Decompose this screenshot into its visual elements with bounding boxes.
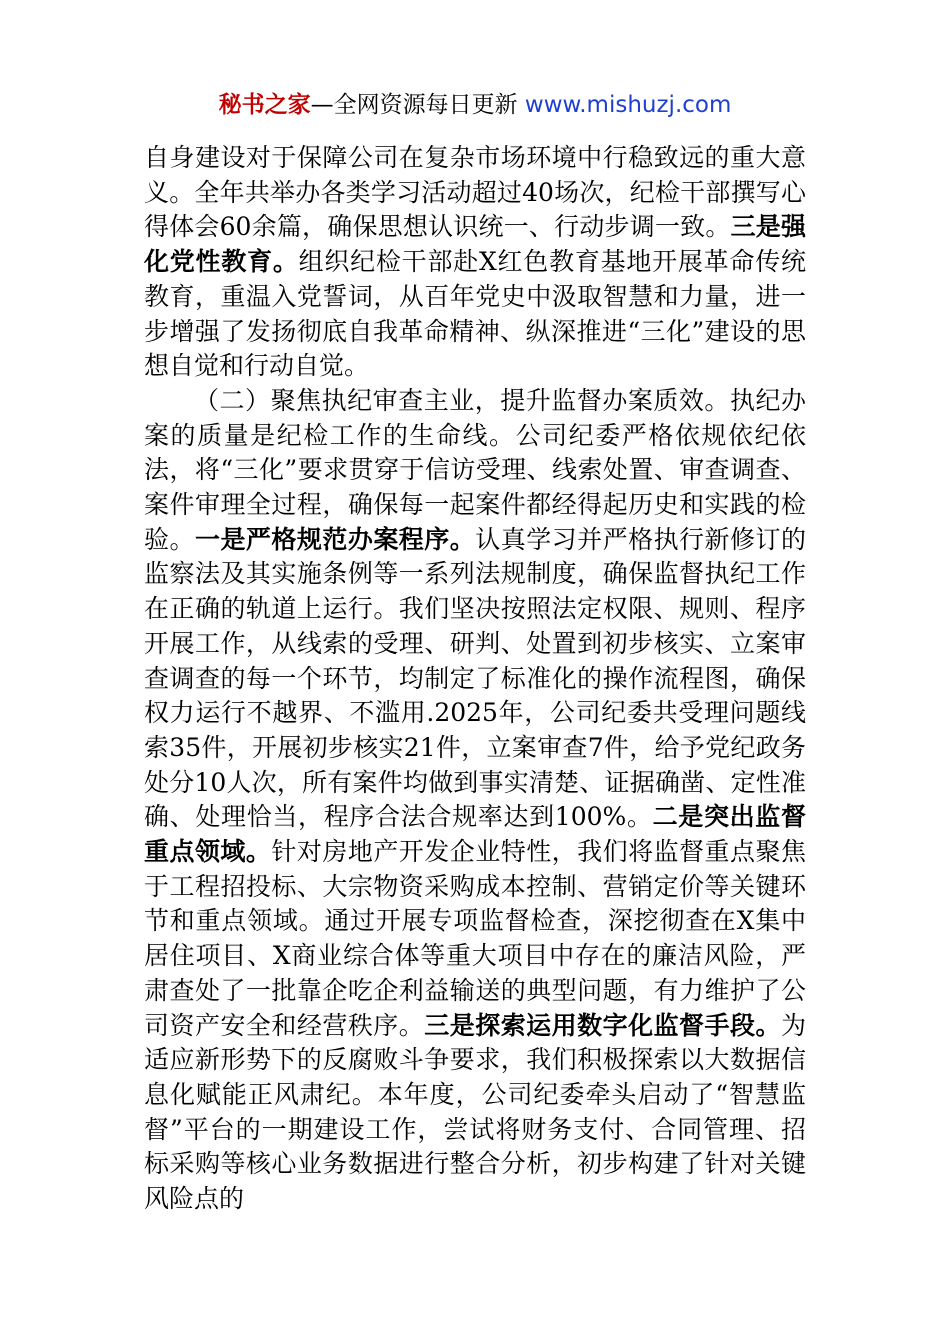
page-header: [0, 88, 950, 122]
paragraph-1: [144, 141, 806, 384]
bold-heading-3b: 三是探索运用数字化监督手段。: [424, 1010, 781, 1040]
bold-heading-1: 一是严格规范办案程序。: [194, 524, 476, 554]
bold-heading-3: 三是强化党性教育。: [144, 212, 806, 277]
bold-heading-2: 二是突出监督重点领域。: [144, 802, 806, 867]
site-url-link[interactable]: www.mishuzj.com: [524, 92, 732, 118]
brand-name: 秘书之家: [218, 92, 311, 118]
paragraph-2: [144, 384, 806, 1217]
section-heading-2: （二）聚焦执纪审查主业，提升监督办案质效。执纪办案的质量是纪检工作的生命线。公司纪委严格依规依纪依法，将“三化”要求贯穿于信访受理、线索处置、审查调查、案件审理全过程，确保每一起案件都经得起历史和实践的检验。: [144, 385, 806, 554]
header-tagline: —全网资源每日更新: [310, 92, 518, 118]
paragraph-text: 认真学习并严格执行新修订的监察法及其实施条例等一系列法规制度，确保监督执纪工作在正确的轨道上运行。我们坚决按照法定权限、规则、程序开展工作，从线索的受理、研判、处置到初步核实、立案审查调查的每一个环节，均制定了标准化的操作流程图，确保权力运行不越界、不滥用.2025年，公司纪委共受理问题线索35件，开展初步核实21件，立案审查7件，给予党纪政务处分10人次，所有案件均做到事实清楚、证据确凿、定性准确、处理恰当，程序合法合规率达到100%。: [144, 524, 806, 832]
paragraph-text: 针对房地产开发企业特性，我们将监督重点聚焦于工程招投标、大宗物资采购成本控制、营销定价等关键环节和重点领域。通过开展专项监督检查，深挖彻查在X集中居住项目、X商业综合体等重大项目中存在的廉洁风险，严肃查处了一批靠企吃企利益输送的典型问题，有力维护了公司资产安全和经营秩序。: [144, 837, 806, 1040]
document-body: [144, 141, 806, 1217]
paragraph-text: 为适应新形势下的反腐败斗争要求，我们积极探索以大数据信息化赋能正风肃纪。本年度，公司纪委牵头启动了“智慧监督”平台的一期建设工作，尝试将财务支付、合同管理、招标采购等核心业务数据进行整合分析，初步构建了针对关键风险点的: [144, 1010, 806, 1214]
paragraph-text: 组织纪检干部赴X红色教育基地开展革命传统教育，重温入党誓词，从百年党史中汲取智慧和力量，进一步增强了发扬彻底自我革命精神、纵深推进“三化”建设的思想自觉和行动自觉。: [144, 247, 806, 381]
paragraph-text: 自身建设对于保障公司在复杂市场环境中行稳致远的重大意义。全年共举办各类学习活动超过40场次，纪检干部撰写心得体会60余篇，确保思想认识统一、行动步调一致。: [144, 143, 806, 242]
